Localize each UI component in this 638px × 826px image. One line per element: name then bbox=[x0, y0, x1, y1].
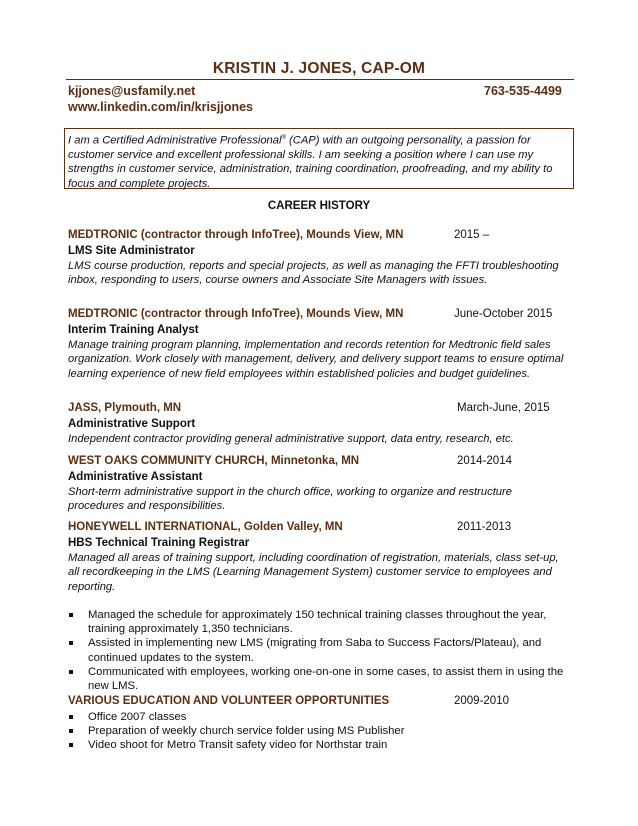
job-entry bbox=[68, 521, 568, 693]
list-item: Office 2007 classes bbox=[68, 710, 568, 724]
job-title: Administrative Support bbox=[68, 418, 196, 430]
job-title: Interim Training Analyst bbox=[68, 324, 199, 336]
volunteer-title: VARIOUS EDUCATION AND VOLUNTEER OPPORTUNITIES bbox=[68, 695, 390, 707]
list-item: Preparation of weekly church service folder using MS Publisher bbox=[68, 724, 568, 738]
bullet-square-icon bbox=[69, 670, 73, 674]
job-dates: March-June, 2015 bbox=[457, 402, 550, 414]
summary-box bbox=[64, 128, 574, 189]
job-entry bbox=[68, 402, 568, 446]
job-header bbox=[68, 308, 568, 323]
job-description: LMS course production, reports and special projects, as well as managing the FFTI troubleshooting inbox, responding to users, course owners and Associate Site Managers with issues. bbox=[68, 260, 559, 287]
job-header bbox=[68, 402, 568, 417]
volunteer-dates: 2009-2010 bbox=[454, 695, 509, 707]
email-address[interactable]: kjjones@usfamily.net bbox=[68, 84, 196, 98]
job-title: HBS Technical Training Registrar bbox=[68, 537, 250, 549]
career-history-heading: CAREER HISTORY bbox=[267, 200, 371, 212]
job-description: Managed all areas of training support, including coordination of registration, materials, class set-up, all recordkeeping in the LMS (Learning Management System) customer service to employees and reporting. bbox=[68, 552, 559, 593]
job-description: Manage training program planning, implementation and records retention for Medtronic field sales organization. Work closely with management, delivery, and delivery support teams to ensure optimal learning experience of new field employees within established policies and budget guidelines. bbox=[68, 339, 564, 380]
job-entry bbox=[68, 229, 568, 288]
job-title: Administrative Assistant bbox=[68, 471, 203, 483]
bullet-square-icon bbox=[69, 729, 73, 733]
volunteer-section bbox=[68, 695, 568, 753]
header-divider bbox=[66, 79, 574, 80]
linkedin-url[interactable]: www.linkedin.com/in/krisjjones bbox=[68, 100, 253, 114]
job-title: LMS Site Administrator bbox=[68, 245, 195, 257]
job-entry bbox=[68, 308, 568, 381]
job-header bbox=[68, 521, 568, 536]
candidate-name: KRISTIN J. JONES, CAP-OM bbox=[212, 60, 426, 77]
bullet-square-icon bbox=[69, 715, 73, 719]
summary-text-rest: (CAP) with an outgoing personality, a passion for customer service and excellent professional skills. I am seeking a position where I can use my strengths in customer service, administration, training coordination, proofreading, and my ability to focus and complete projects. bbox=[68, 134, 553, 190]
job-description: Short-term administrative support in the church office, working to organize and restructure procedures and responsibilities. bbox=[68, 486, 512, 513]
job-employer: MEDTRONIC (contractor through InfoTree), Mounds View, MN bbox=[68, 308, 404, 320]
job-header bbox=[68, 455, 568, 470]
registered-mark: ® bbox=[281, 135, 286, 141]
job-bullet-list bbox=[68, 608, 568, 693]
job-employer: WEST OAKS COMMUNITY CHURCH, Minnetonka, MN bbox=[68, 455, 360, 467]
job-employer: MEDTRONIC (contractor through InfoTree), Mounds View, MN bbox=[68, 229, 404, 241]
volunteer-header bbox=[68, 695, 568, 710]
job-dates: 2011-2013 bbox=[457, 521, 512, 533]
job-header bbox=[68, 229, 568, 244]
summary-text-start: I am a Certified Administrative Professional bbox=[68, 134, 282, 147]
list-item: Video shoot for Metro Transit safety video for Northstar train bbox=[68, 738, 568, 752]
bullet-square-icon bbox=[69, 613, 73, 617]
list-item: Communicated with employees, working one-on-one in some cases, to assist them in using the new LMS. bbox=[68, 665, 568, 693]
job-entry bbox=[68, 455, 568, 514]
list-item: Managed the schedule for approximately 150 technical training classes throughout the year, training approximately 1,350 technicians. bbox=[68, 608, 568, 636]
bullet-square-icon bbox=[69, 743, 73, 747]
phone-number: 763-535-4499 bbox=[484, 84, 562, 98]
job-employer: HONEYWELL INTERNATIONAL, Golden Valley, MN bbox=[68, 521, 343, 533]
bullet-square-icon bbox=[69, 641, 73, 645]
job-dates: 2014-2014 bbox=[457, 455, 512, 467]
list-item: Assisted in implementing new LMS (migrating from Saba to Success Factors/Plateau), and continued updates to the system. bbox=[68, 636, 568, 664]
volunteer-bullet-list bbox=[68, 710, 568, 753]
job-dates: 2015 – bbox=[454, 229, 490, 241]
job-employer: JASS, Plymouth, MN bbox=[68, 402, 182, 414]
job-dates: June-October 2015 bbox=[454, 308, 553, 320]
job-description: Independent contractor providing general administrative support, data entry, research, etc. bbox=[68, 433, 514, 445]
